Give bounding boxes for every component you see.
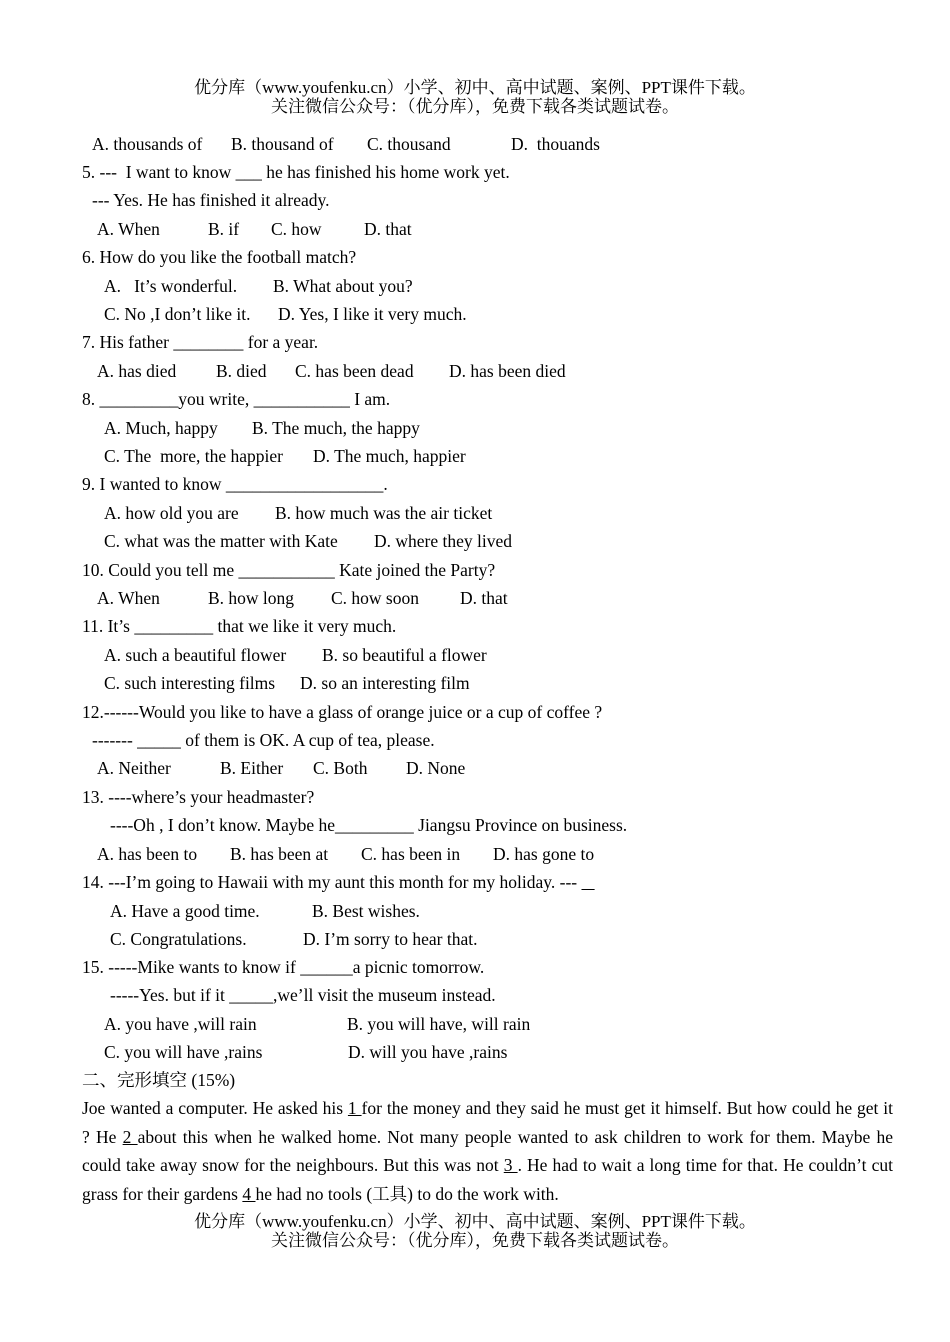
q5-option-b: B. if [208,219,240,239]
page-footer [0,1212,950,1250]
q5-reply: --- Yes. He has finished it already. [92,190,330,210]
q15-option-a: A. you have ,will rain [104,1014,257,1034]
q12-option-b: B. Either [220,758,284,778]
q13-option-c: C. has been in [361,844,461,864]
q15-option-b: B. you will have, will rain [347,1014,531,1034]
q9-option-b: B. how much was the air ticket [275,503,493,523]
q5-option-d: D. that [364,219,412,239]
q7-option-c: C. has been dead [295,361,414,381]
cloze-passage [82,1094,893,1208]
q15-option-c: C. you will have ,rains [104,1042,263,1062]
q8-option-d: D. The much, happier [313,446,466,466]
q6-stem: 6. How do you like the football match? [82,247,357,267]
q9-option-a: A. how old you are [104,503,239,523]
q13-reply: ----Oh , I don’t know. Maybe he_________ Jiangsu Province on business. [110,815,628,835]
q13-stem: 13. ----where’s your headmaster? [82,787,315,807]
q5-stem: 5. --- I want to know ___ he has finished his home work yet. [82,162,510,182]
header-line-1: 优分库（www.youfenku.cn）小学、初中、高中试题、案例、PPT课件下载。 [194,78,756,97]
q14-stem [82,871,595,893]
q4-option-c: C. thousand [367,134,451,154]
q11-option-b: B. so beautiful a flower [322,645,487,665]
q8-option-c: C. The more, the happier [104,446,283,466]
q14-option-a: A. Have a good time. [110,901,260,921]
q13-option-d: D. has gone to [493,844,595,864]
q12-option-a: A. Neither [97,758,171,778]
q11-option-a: A. such a beautiful flower [104,645,287,665]
q9-option-d: D. where they lived [374,531,513,551]
q11-stem: 11. It’s _________ that we like it very much. [82,616,397,636]
footer-line-1: 优分库（www.youfenku.cn）小学、初中、高中试题、案例、PPT课件下载。 [194,1212,756,1231]
q8-stem: 8. _________you write, ___________ I am. [82,389,391,409]
passage-text: he had no tools (工具) to do the work with. [255,1183,559,1204]
q13-option-b: B. has been at [230,844,329,864]
header-line-2: 关注微信公众号：（优分库），免费下载各类试题试卷。 [271,97,679,116]
section-2-title: 二、完形填空 (15%) [82,1070,236,1090]
q4-option-d: D. thouands [511,134,600,154]
q8-option-b: B. The much, the happy [252,418,420,438]
page-header [0,78,950,116]
q10-option-c: C. how soon [331,588,419,608]
q12-option-d: D. None [406,758,466,778]
q11-option-c: C. such interesting films [104,673,276,693]
q11-option-d: D. so an interesting film [300,673,470,693]
q6-option-c: C. No ,I don’t like it. [104,304,251,324]
q8-option-a: A. Much, happy [104,418,218,438]
q7-option-a: A. has died [97,361,177,381]
q14-option-d: D. I’m sorry to hear that. [303,929,478,949]
q10-option-d: D. that [460,588,508,608]
q10-option-b: B. how long [208,588,295,608]
q12-reply: ------- _____ of them is OK. A cup of tea, please. [92,730,435,750]
blank-4: 4 [242,1183,256,1204]
q12-option-c: C. Both [313,758,368,778]
q4-option-a: A. thousands of [92,134,203,154]
q14-option-b: B. Best wishes. [312,901,420,921]
q7-option-d: D. has been died [449,361,566,381]
q6-option-d: D. Yes, I like it very much. [278,304,467,324]
q7-stem: 7. His father ________ for a year. [82,332,319,352]
blank-2: 2 [122,1126,138,1147]
q9-option-c: C. what was the matter with Kate [104,531,338,551]
q5-option-a: A. When [97,219,160,239]
q6-option-a: A. It’s wonderful. [104,276,238,296]
q10-stem: 10. Could you tell me ___________ Kate joined the Party? [82,560,496,580]
q7-option-b: B. died [216,361,267,381]
q15-option-d: D. will you have ,rains [348,1042,508,1062]
q5-option-c: C. how [271,219,322,239]
passage-text: for the money and they said he must get it himself. But how could he get it ? He [82,1098,893,1147]
q12-stem: 12.------Would you like to have a glass of orange juice or a cup of coffee ? [82,702,603,722]
q15-stem: 15. -----Mike wants to know if ______a picnic tomorrow. [82,957,485,977]
q14-option-c: C. Congratulations. [110,929,247,949]
blank-1: 1 [347,1098,362,1118]
passage-text: about this when he walked home. Not many people wanted to ask children to work for them. Maybe he could take away snow for the neighbours. But this was not [82,1126,893,1175]
q4-option-b: B. thousand of [231,134,334,154]
q14-stem-text: 14. ---I’m going to Hawaii with my aunt this month for my holiday. --- [82,872,578,892]
q14-blank [581,872,594,892]
q6-option-b: B. What about you? [273,276,413,296]
footer-line-2: 关注微信公众号：（优分库），免费下载各类试题试卷。 [271,1231,679,1250]
q9-stem: 9. I wanted to know __________________. [82,474,388,494]
q10-option-a: A. When [97,588,160,608]
q13-option-a: A. has been to [97,844,198,864]
q15-reply: -----Yes. but if it _____,we’ll visit the museum instead. [110,985,496,1005]
passage-text: Joe wanted a computer. He asked his [82,1098,348,1118]
passage-text: . He had to wait a long time for that. He couldn’t cut grass for their gardens [82,1155,893,1204]
blank-3: 3 [503,1155,518,1175]
